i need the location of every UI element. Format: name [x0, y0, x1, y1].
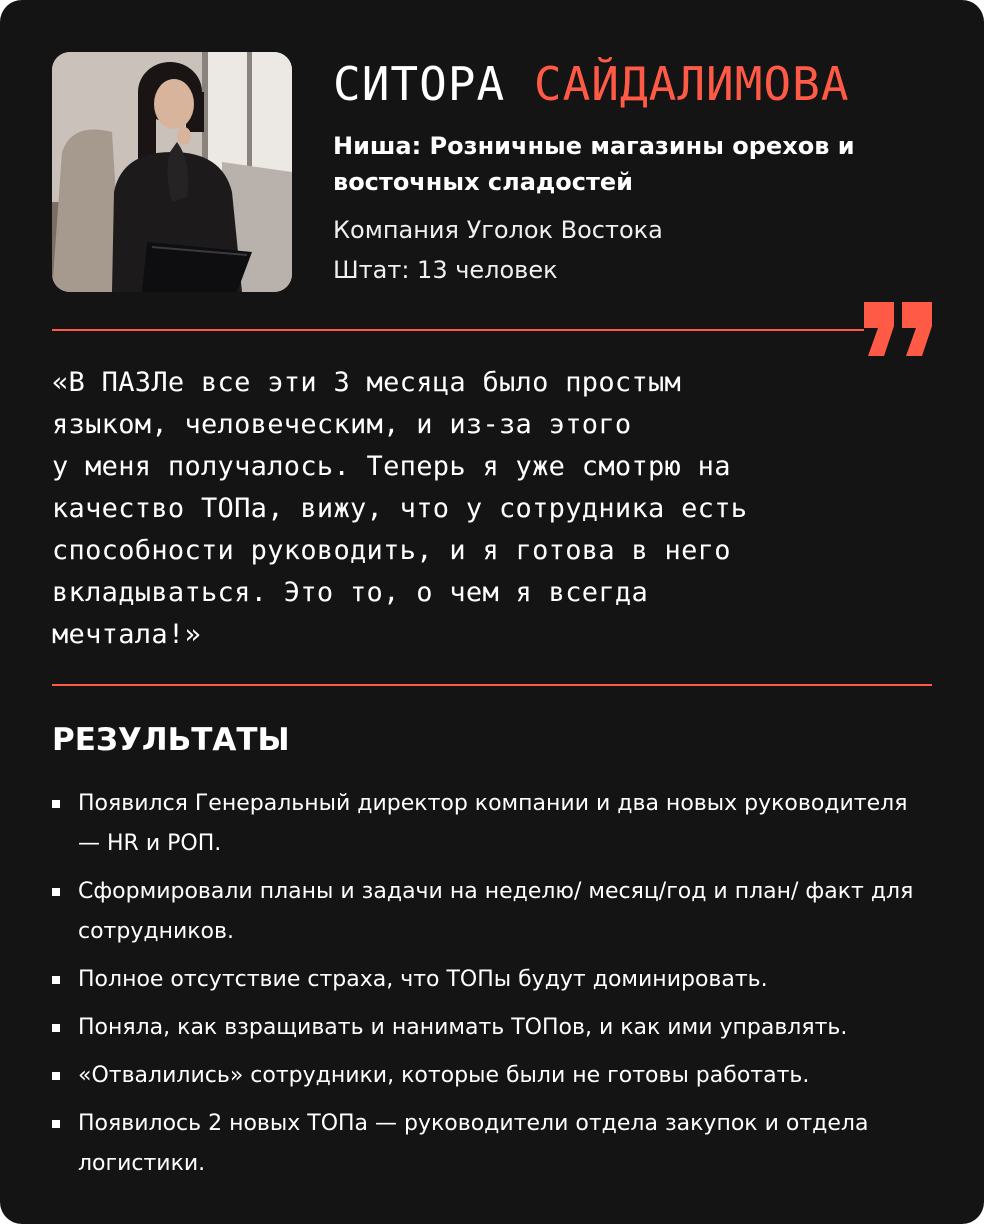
- quote-line: мечтала!»: [52, 619, 201, 650]
- square-bullet-icon: [52, 1024, 60, 1032]
- result-item: [52, 1008, 932, 1048]
- divider-bottom: [52, 684, 932, 686]
- staff-text: Штат: 13 человек: [333, 256, 558, 284]
- result-item-text: «Отвалились» сотрудники, которые были не готовы работать.: [78, 1063, 810, 1088]
- quote-line: вкладываться. Это то, о чем я всегда: [52, 577, 648, 608]
- first-name: СИТОРА: [333, 57, 506, 111]
- quote-line: «В ПАЗЛе все эти 3 месяца было простым: [52, 367, 682, 398]
- results-list: [52, 784, 932, 1192]
- result-item: [52, 960, 932, 1000]
- last-name: САЙДАЛИМОВА: [533, 57, 850, 111]
- quote-line: способности руководить, и я готова в него: [52, 535, 731, 566]
- result-item: [52, 1056, 932, 1096]
- result-item-text: Появилось 2 новых ТОПа — руководители отдела закупок и отдела логистики.: [78, 1111, 869, 1176]
- quote-mark-icon: [862, 300, 934, 358]
- square-bullet-icon: [52, 800, 60, 808]
- divider-top: [52, 329, 864, 331]
- result-item-text: Появился Генеральный директор компании и два новых руководителя — HR и РОП.: [78, 791, 908, 856]
- person-name: [333, 56, 850, 112]
- result-item: [52, 1104, 932, 1184]
- company-text: Компания Уголок Востока: [333, 216, 663, 244]
- quote-line: качество ТОПа, вижу, что у сотрудника есть: [52, 493, 748, 524]
- portrait-illustration: [52, 52, 292, 292]
- testimonial-quote: [52, 362, 932, 656]
- result-item-text: Сформировали планы и задачи на неделю/ месяц/год и план/ факт для сотрудников.: [78, 879, 914, 944]
- niche-text: Ниша: Розничные магазины орехов и восточных сладостей: [333, 132, 855, 196]
- result-item-text: Поняла, как взращивать и нанимать ТОПов, и как ими управлять.: [78, 1015, 848, 1040]
- quote-line: у меня получалось. Теперь я уже смотрю на: [52, 451, 731, 482]
- quote-line: языком, человеческим, и из-за этого: [52, 409, 632, 440]
- square-bullet-icon: [52, 1072, 60, 1080]
- avatar-photo: [52, 52, 292, 292]
- square-bullet-icon: [52, 888, 60, 896]
- result-item-text: Полное отсутствие страха, что ТОПы будут доминировать.: [78, 967, 768, 992]
- square-bullet-icon: [52, 976, 60, 984]
- result-item: [52, 784, 932, 864]
- square-bullet-icon: [52, 1120, 60, 1128]
- results-heading: РЕЗУЛЬТАТЫ: [52, 722, 290, 758]
- result-item: [52, 872, 932, 952]
